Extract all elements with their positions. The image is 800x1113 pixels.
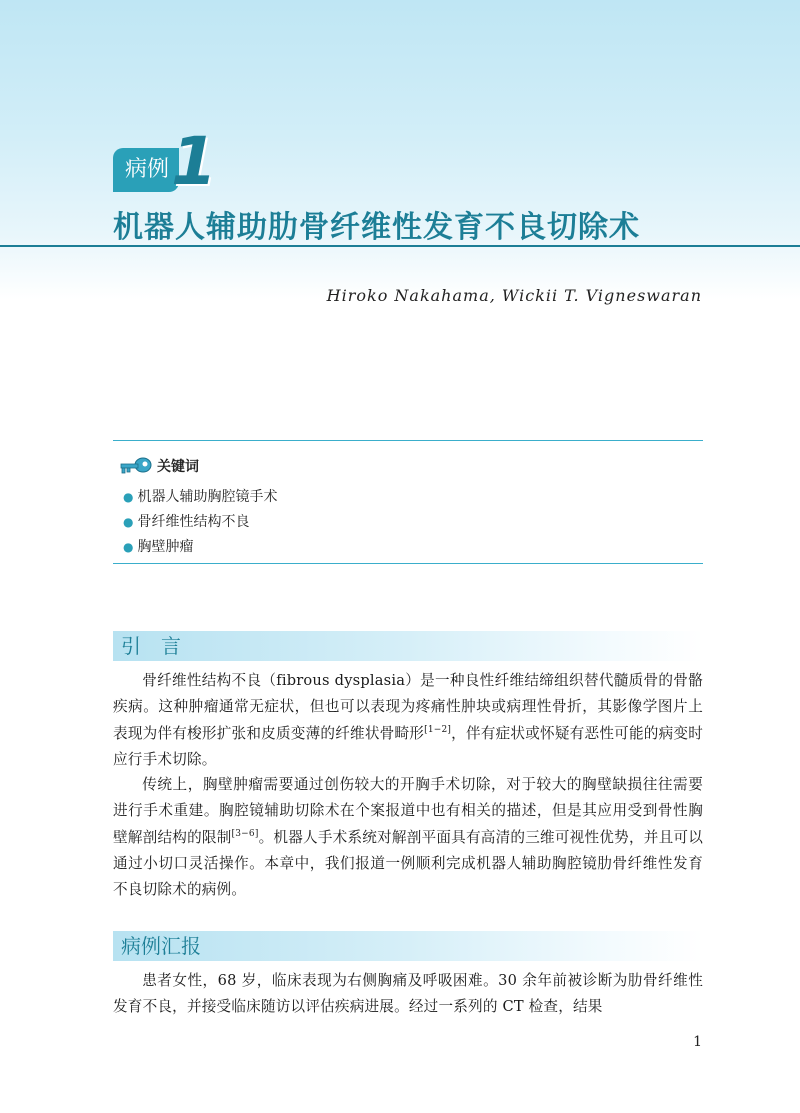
section-heading-intro [113,631,703,661]
chapter-tag [113,123,217,200]
keyword-title: 关键词 [157,459,199,475]
keyword-item: ● 机器人辅助胸腔镜手术 [123,485,277,510]
chapter-title: 机器人辅助肋骨纤维性发育不良切除术 [113,210,640,245]
chapter-badge: 病例 [113,148,179,192]
intro-paragraph-2: 传统上，胸壁肿瘤需要通过创伤较大的开胸手术切除，对于较大的胸壁缺损往往需要进行手术重建。胸腔镜辅助切除术在个案报道中也有相关的描述，但是其应用受到骨性胸壁解剖结构的限制[3−6]。机器人手术系统对解剖平面具有高清的三维可视性优势，并且可以通过小切口灵活操作。本章中，我们报道一例顺利完成机器人辅助胸腔镜肋骨纤维性发育不良切除术的病例。 [113,776,703,899]
keyword-box [113,440,703,564]
keyword-item: ● 胸壁肿瘤 [123,535,277,560]
section-heading-case [113,931,703,961]
key-icon [117,455,153,477]
bullet-icon: ● [123,540,134,554]
page-number: 1 [693,1034,702,1050]
authors: Hiroko Nakahama, Wickii T. Vigneswaran [326,286,702,305]
chapter-number: 1 [171,123,217,200]
keyword-list [123,485,277,560]
citation: [3−6] [231,828,259,839]
section-title: 病例汇报 [121,934,201,958]
case-paragraph-1: 患者女性，68 岁，临床表现为右侧胸痛及呼吸困难。30 余年前被诊断为肋骨纤维性发育不良，并接受临床随访以评估疾病进展。经过一系列的 CT 检查，结果 [113,972,703,1016]
keyword-header [117,455,199,477]
bullet-icon: ● [123,490,134,504]
intro-paragraph-1: 骨纤维性结构不良（fibrous dysplasia）是一种良性纤维结缔组织替代髓质骨的骨骼疾病。这种肿瘤通常无症状，但也可以表现为疼痛性肿块或病理性骨折，其影像学图片上表现为伴有梭形扩张和皮质变薄的纤维状骨畸形[1−2]，伴有症状或怀疑有恶性可能的病变时应行手术切除。 [113,672,703,768]
bullet-icon: ● [123,515,134,529]
keyword-item: ● 骨纤维性结构不良 [123,510,277,535]
citation: [1−2] [424,724,452,735]
section-title: 引 言 [121,634,181,658]
title-rule [0,245,800,247]
